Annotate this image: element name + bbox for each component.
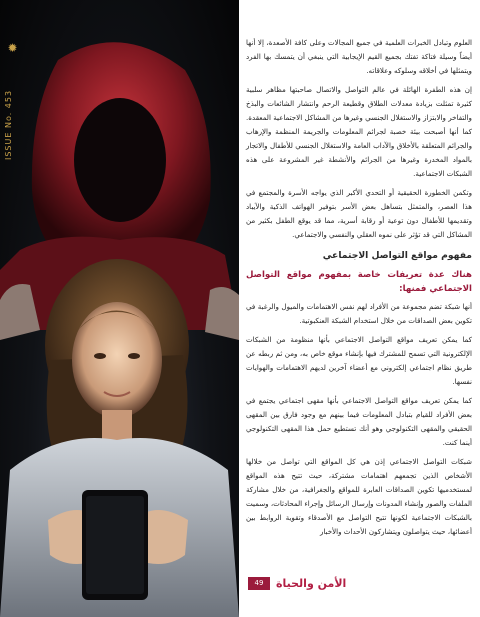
paragraph: إن هذه الطفرة الهائلة في عالم التواصل والاتصال صاحبتها مظاهر سلبية كثيرة تمثلت بزيادة معدلات الطلاق وقطيعة الرحم وانتشار الشائعات والبذخ والتفاخر والابتزاز والاستغلال الجنسي وغيرها من المشاكل الاجتماعية المعقدة. كما أنها أصبحت بيئة خصبة لجرائم المعلومات والجريمة المنظمة والإرهاب والجرائم المتعلقة بالأخلاق والآداب العامة والاستغلال الجنسي للأطفال والاتجار بالمواد المخدرة وغيرها من الجرائم والأنشطة غير المشروعة على هذه الشبكات الاجتماعية.	[246, 85, 472, 178]
paragraph: العلوم وتبادل الخبرات العلمية في جميع المجالات وعلى كافة الأصعدة، إلا أنها أيضاً وسيلة فتاكة تفتك بجميع القيم الإيجابية التي ينبغي أن يتمسك بها الفرد ويتمثلها في أخلاقه وسلوكه وعلاقاته.	[246, 38, 472, 75]
photo-illustration	[0, 0, 239, 617]
issue-number: ISSUE No. 453	[4, 89, 13, 161]
subsection-heading: هناك عدة تعريفات خاصة بمفهوم مواقع التواصل الاجتماعي فمنها:	[246, 270, 472, 294]
paragraph: وتكمن الخطورة الحقيقية أو التحدي الأكبر الذي يواجه الأسرة والمجتمع في هذا العصر، والمتمثل بتساهل بعض الأسر بتوفير الهواتف الذكية والآيباد وتقديمها للأطفال دون توعية أو رقابة أسرية، مما قد يوقع الطفل بكثير من المشاكل التي قد تؤثر على نموه العقلي والنفسي والاجتماعي.	[246, 188, 472, 239]
paragraph: كما يمكن تعريف مواقع التواصل الاجتماعي بأنها منظومة من الشبكات الإلكترونية التي تسمح للمشترك فيها بإنشاء موقع خاص به، ومن ثم ربطه عن طريق نظام اجتماعي إلكتروني مع أعضاء آخرين لديهم الاهتمامات والهوايات نفسها.	[246, 335, 472, 386]
paragraph: كما يمكن تعريف مواقع التواصل الاجتماعي بأنها مقهى اجتماعي يجتمع في بعض الأفراد للقيام بتبادل المعلومات فيما بينهم مع وجود فارق بين المقهى الحقيقي والمقهى التكنولوجي وهو أنك تستطيع حمل هذا المقهى التكنولوجي أينما كنت.	[246, 396, 472, 447]
page-footer	[244, 572, 476, 596]
article-text	[246, 36, 472, 556]
section-heading: مفهوم مواقع التواصل الاجتماعي	[322, 250, 472, 261]
magazine-name: الأمن والحياة	[276, 577, 347, 590]
paragraph: شبكات التواصل الاجتماعي إذن هي كل المواقع التي تواصل من خلالها الأشخاص الذين تجمعهم اهتمامات مشتركة، حيث تتيح هذه المواقع لمستخدميها تكوين الصداقات العابرة للمواقع والجغرافية، من خلال مشاركة الملفات والصور وإنشاء المدونات وإرسال الرسائل وإجراء المحادثات، وسميت بالشبكات الاجتماعية لكونها تتيح التواصل مع الأصدقاء وتقوية الروابط بين أعضائها، حيث يتواصلون ويتشاركون الأحداث والأخبار	[246, 457, 472, 536]
paragraph: أنها شبكة تضم مجموعة من الأفراد لهم نفس الاهتمامات والميول والرغبة في تكوين بعض الصداقات من خلال استخدام الشبكة العنكبوتية.	[246, 302, 472, 325]
star-icon: ✹	[7, 41, 18, 55]
article-photo	[0, 0, 239, 617]
issue-strip	[0, 0, 26, 617]
page-number: 49	[248, 577, 270, 590]
